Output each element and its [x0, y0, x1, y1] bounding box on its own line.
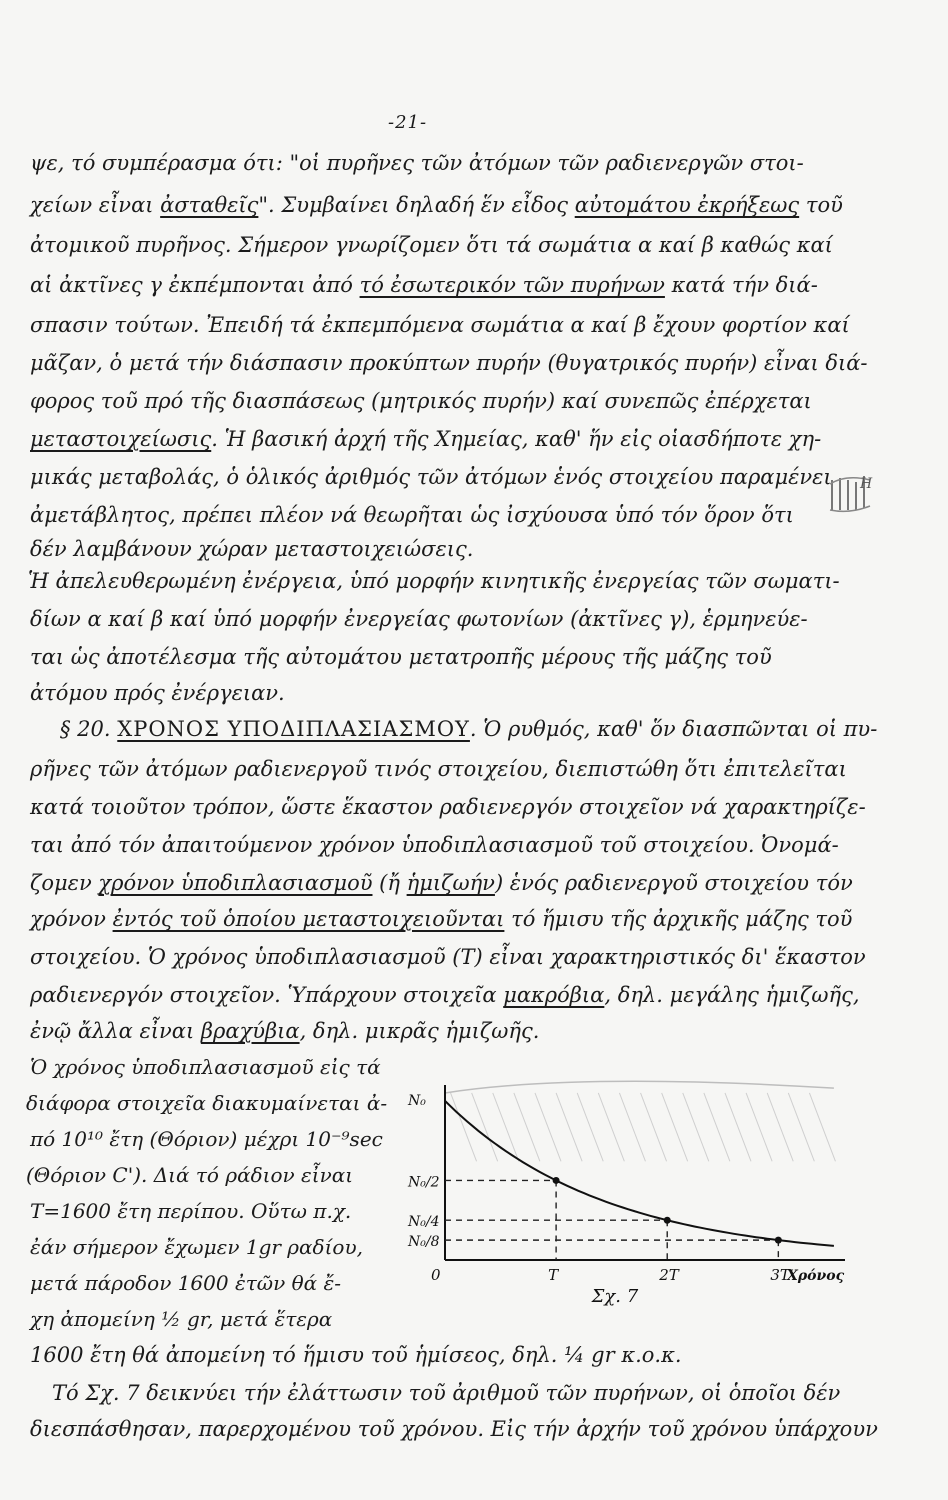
x-tick-label: 0 [431, 1266, 441, 1284]
text-line: διάφορα στοιχεῖα διακυμαίνεται ἀ- [26, 1091, 388, 1115]
curve-point [775, 1237, 782, 1244]
text-line: 1600 ἔτη θά ἀπομείνη τό ἥμισυ τοῦ ἡμίσεος, δηλ. ¼ gr κ.ο.κ. [30, 1343, 682, 1367]
text-line: ρῆνες τῶν ἀτόμων ραδιενεργοῦ τινός στοιχείου, διεπιστώθη ὅτι ἐπιτελεῖται [30, 757, 847, 781]
text-line: δίων α καί β καί ὑπό μορφήν ἐνεργείας φωτονίων (ἀκτῖνες γ), ἑρμηνεύε- [30, 607, 808, 631]
margin-mark: Η [860, 476, 873, 492]
pencil-hatch [514, 1093, 540, 1161]
underlined-term: ἐντός τοῦ ὁποίου μεταστοιχειοῦνται [112, 907, 505, 931]
x-tick-label: 2T [659, 1266, 679, 1284]
pencil-hatch [809, 1093, 835, 1161]
pencil-hatch [641, 1093, 667, 1161]
pencil-hatch [556, 1093, 582, 1161]
section-heading: § 20. ΧΡΟΝΟΣ ΥΠΟΔΙΠΛΑΣΙΑΣΜΟΥ. Ὁ ρυθμός, καθ' ὅν διασπῶνται οἱ πυ- [60, 717, 878, 741]
pencil-hatch [746, 1093, 772, 1161]
text-line: Τό Σχ. 7 δεικνύει τήν ἐλάττωσιν τοῦ ἀριθμοῦ τῶν πυρήνων, οἱ ὁποῖοι δέν [52, 1381, 841, 1405]
text-line: μετά πάροδον 1600 ἐτῶν θά ἔ- [30, 1271, 341, 1295]
y-tick-label: N₀/2 [408, 1174, 440, 1191]
pencil-hatch [598, 1093, 624, 1161]
text-line: (Θόριον C'). Διά τό ράδιον εἶναι [26, 1163, 354, 1187]
margin-scribble [826, 470, 876, 516]
chart-caption: Σχ. 7 [591, 1286, 639, 1307]
pencil-hatch [788, 1093, 814, 1161]
text-line: ἀμετάβλητος, πρέπει πλέον νά θεωρῆται ὡς ἰσχύουσα ὑπό τόν ὅρον ὅτι [30, 503, 794, 527]
underlined-term: μακρόβια [503, 983, 605, 1007]
pencil-hatch [767, 1093, 793, 1161]
y-tick-label: N₀ [408, 1092, 426, 1109]
underlined-term: ἀσταθεῖς [160, 193, 259, 217]
text-line: μεταστοιχείωσις. Ἡ βασική ἀρχή τῆς Χημείας, καθ' ἥν εἰς οἱασδήποτε χη- [30, 427, 822, 451]
curve-point [664, 1217, 671, 1224]
scribble-icon [826, 470, 876, 516]
text-line: στοιχείου. Ὁ χρόνος ὑποδιπλασιασμοῦ (Τ) εἶναι χαρακτηριστικός δι' ἕκαστον [30, 945, 866, 969]
text-line: μᾶζαν, ὁ μετά τήν διάσπασιν προκύπτων πυρήν (θυγατρικός πυρήν) εἶναι διά- [30, 351, 868, 375]
x-tick-label: 3T [770, 1266, 790, 1284]
text-line: ται ὡς ἀποτέλεσμα τῆς αὐτομάτου μετατροπῆς μέρους τῆς μάζης τοῦ [30, 645, 772, 669]
text-line: αἱ ἀκτῖνες γ ἐκπέμπονται ἀπό τό ἐσωτερικόν τῶν πυρήνων κατά τήν διά- [30, 273, 818, 297]
section-title: ΧΡΟΝΟΣ ΥΠΟΔΙΠΛΑΣΙΑΣΜΟΥ [117, 717, 470, 741]
text-line: σπασιν τούτων. Ἐπειδή τά ἐκπεμπόμενα σωμάτια α καί β ἔχουν φορτίον καί [30, 313, 850, 337]
underlined-term: τό ἐσωτερικόν τῶν πυρήνων [359, 273, 665, 297]
text-line: Ἡ ἀπελευθερωμένη ἐνέργεια, ὑπό μορφήν κινητικῆς ἐνεργείας τῶν σωματι- [28, 569, 840, 593]
pencil-hatch [725, 1093, 751, 1161]
text-line: Τ=1600 ἔτη περίπου. Οὕτω π.χ. [30, 1199, 352, 1223]
text-line: φορος τοῦ πρό τῆς διασπάσεως (μητρικός πυρήν) καί συνεπῶς ἐπέρχεται [30, 389, 812, 413]
decay-curve [445, 1101, 834, 1246]
text-line: ζομεν χρόνον ὑποδιπλασιασμοῦ (ἤ ἡμιζωήν) ἑνός ραδιενεργοῦ στοιχείου τόν [30, 871, 853, 895]
pencil-hatch [619, 1093, 645, 1161]
x-axis-label: Χρόνος [787, 1268, 845, 1284]
pencil-arc [445, 1081, 834, 1093]
text-line: δέν λαμβάνουν χώραν μεταστοιχειώσεις. [30, 537, 474, 561]
pencil-hatch [662, 1093, 688, 1161]
pencil-hatch [577, 1093, 603, 1161]
text-line: πό 10¹⁰ ἔτη (Θόριον) μέχρι 10⁻⁹sec [30, 1127, 383, 1151]
text-line: Ὁ χρόνος ὑποδιπλασιασμοῦ εἰς τά [30, 1055, 381, 1079]
curve-point [553, 1177, 560, 1184]
text-line: ἀτομικοῦ πυρῆνος. Σήμερον γνωρίζομεν ὅτι τά σωμάτια α καί β καθώς καί [30, 233, 833, 257]
section-number: § 20. [60, 717, 111, 741]
pencil-hatch [683, 1093, 709, 1161]
text-line: ψε, τό συμπέρασμα ότι: "οἱ πυρῆνες τῶν ἀτόμων τῶν ραδιενεργῶν στοι- [30, 151, 804, 175]
y-tick-label: N₀/4 [408, 1214, 440, 1231]
underlined-term: μεταστοιχείωσις [30, 427, 212, 451]
page-number: -21- [388, 112, 428, 133]
text-line: ἀτόμου πρός ἐνέργειαν. [30, 681, 285, 705]
text-line: διεσπάσθησαν, παρερχομένου τοῦ χρόνου. Εἰς τήν ἀρχήν τοῦ χρόνου ὑπάρχουν [30, 1417, 878, 1441]
text-line: χρόνον ἐντός τοῦ ὁποίου μεταστοιχειοῦνται τό ἥμισυ τῆς ἀρχικῆς μάζης τοῦ [30, 907, 853, 931]
text-line: ται ἀπό τόν ἀπαιτούμενον χρόνον ὑποδιπλασιασμοῦ τοῦ στοιχείου. Ὀνομά- [30, 833, 839, 857]
pencil-hatch [535, 1093, 561, 1161]
underlined-term: ἡμιζωήν [406, 871, 495, 895]
pencil-hatch [472, 1093, 498, 1161]
section-first-line: Ὁ ρυθμός, καθ' ὅν διασπῶνται οἱ πυ- [483, 717, 878, 741]
pencil-hatch [704, 1093, 730, 1161]
underlined-term: χρόνον ὑποδιπλασιασμοῦ [98, 871, 373, 895]
text-line: ραδιενεργόν στοιχεῖον. Ὑπάρχουν στοιχεῖα μακρόβια, δηλ. μεγάλης ἡμιζωῆς, [30, 983, 860, 1007]
y-tick-label: N₀/8 [408, 1234, 440, 1251]
text-line: χη ἀπομείνη ½ gr, μετά ἕτερα [30, 1307, 333, 1331]
text-line: μικάς μεταβολάς, ὁ ὁλικός ἀριθμός τῶν ἀτόμων ἑνός στοιχείου παραμένει [30, 465, 832, 489]
x-tick-label: T [548, 1266, 559, 1284]
text-line: χείων εἶναι ἀσταθεῖς". Συμβαίνει δηλαδή ἕν εἶδος αὐτομάτου ἐκρήξεως τοῦ [30, 193, 843, 217]
decay-chart [400, 1040, 900, 1350]
text-line: κατά τοιοῦτον τρόπον, ὥστε ἕκαστον ραδιενεργόν στοιχεῖον νά χαρακτηρίζε- [30, 795, 866, 819]
underlined-term: αὐτομάτου ἐκρήξεως [574, 193, 800, 217]
text-line: ἐάν σήμερον ἔχωμεν 1gr ραδίου, [30, 1235, 363, 1259]
underlined-term: βραχύβια [200, 1019, 300, 1043]
text-line: ἐνῷ ἄλλα εἶναι βραχύβια, δηλ. μικρᾶς ἡμιζωῆς. [30, 1019, 540, 1043]
